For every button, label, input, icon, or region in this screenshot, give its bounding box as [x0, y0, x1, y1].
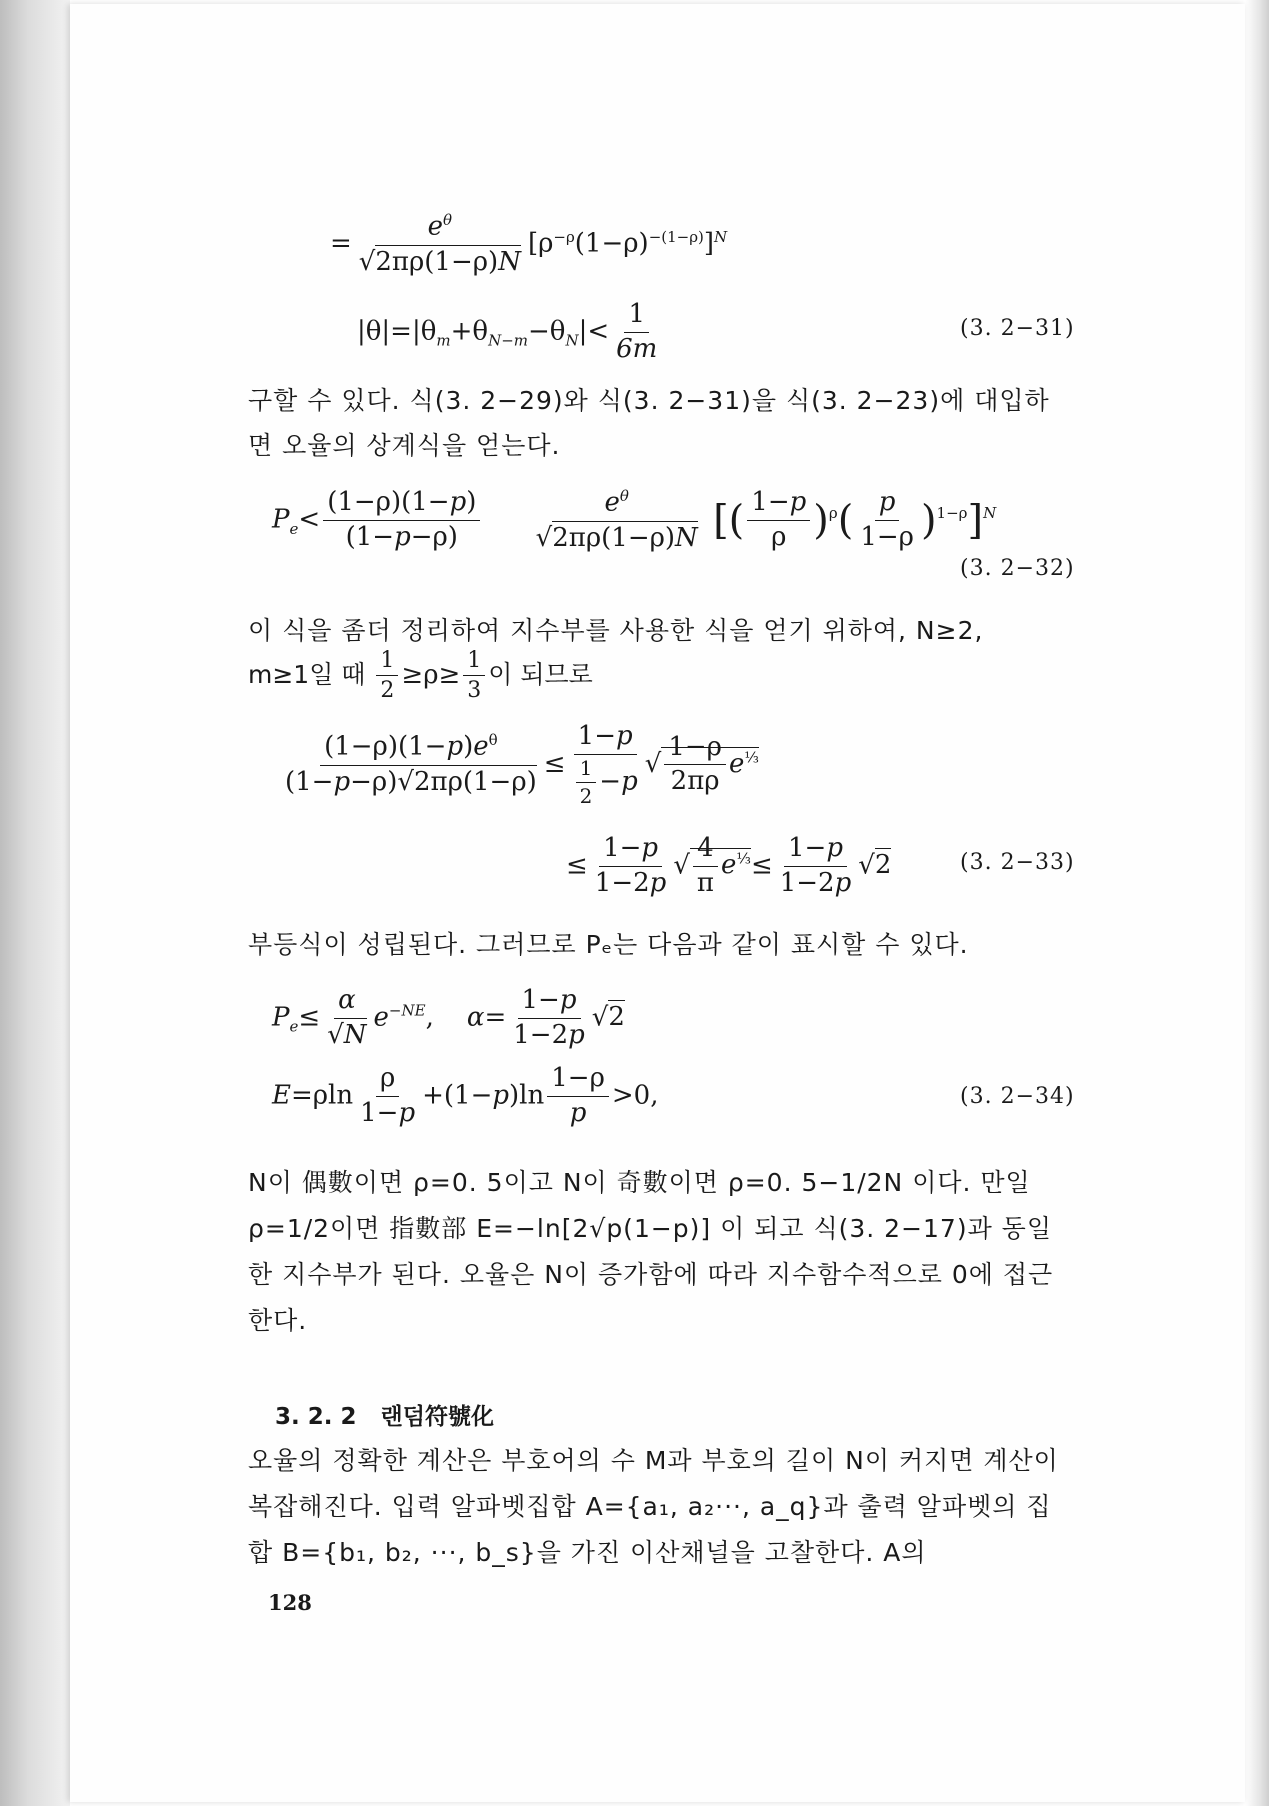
- equation-3-2-33-line1: $\frac{(1-\rho)(1-p)e^\theta}{(1-p-\rho)√2\pi\rho(1-\rho)}$ ≤ 1−p $\frac{1}{2}$ −p √ $\frac{1-\rho}{2\pi\rho}$ $e^{\frac{1}{3}}$: [285, 721, 759, 808]
- equation-3-2-32: $P_e<$ $\frac{(1-\rho)(1-p)}{(1-p-\rho)}$ $\frac{e^\theta}{√2\pi\rho(1-\rho)N}$ [( $\frac{1-p}{\rho}$ )$^\rho$( $\frac{p}{1-\rho}$ )$^{1-\rho}$]$^N$: [272, 487, 997, 553]
- page-edge-right: [1245, 0, 1269, 1806]
- paragraph-3: 부등식이 성립된다. 그러므로 Pₑ는 다음과 같이 표시할 수 있다.: [248, 930, 969, 959]
- equation-3-2-31-line1: = $\frac{e^\theta}{√2\pi\rho(1-\rho)N}$ $[\rho^{-\rho}(1-\rho)^{-(1-\rho)}]^N$: [330, 211, 728, 277]
- equation-label-3-2-32: (3. 2−32): [960, 556, 1075, 581]
- section-title: 랜덤符號化: [380, 1404, 494, 1430]
- paragraph-2-line-1: 이 식을 좀더 정리하여 지수부를 사용한 식을 얻기 위하여, N≥2,: [248, 616, 984, 645]
- paragraph-1: 구할 수 있다. 식(3. 2−29)와 식(3. 2−31)을 식(3. 2−23)에 대입하면 오율의 상계식을 얻는다.: [248, 386, 1050, 460]
- paragraph-2-line-2: m≥1일 때 $\frac{1}{2}$ ≥ρ≥ $\frac{1}{3}$ 이 되므로: [248, 648, 593, 704]
- equation-3-2-31-line2: $|\theta|=|\theta_m+\theta_{N-m}-\theta_N|<$ $\frac{1}{6m}$: [357, 299, 658, 364]
- equation-label-3-2-34: (3. 2−34): [960, 1084, 1075, 1109]
- paragraph-4: N이 偶數이면 ρ=0. 5이고 N이 奇數이면 ρ=0. 5−1/2N 이다. 만일 ρ=1/2이면 指數部 E=−ln[2√p(1−p)] 이 되고 식(3. 2−17)과 동일한 지수부가 된다. 오율은 N이 증가함에 따라 지수함수적으로 0에 접근한다.: [248, 1168, 1054, 1335]
- equation-label-3-2-33: (3. 2−33): [960, 850, 1075, 875]
- equation-3-2-34-line1: $P_e\le$ $\frac{\alpha}{√N}$ $e^{-NE}$, α= $\frac{1-p}{1-2p}$ √2: [272, 985, 625, 1050]
- page-edge-left: [0, 0, 70, 1806]
- equation-label-3-2-31: (3. 2−31): [960, 316, 1075, 341]
- paragraph-5: 오율의 정확한 계산은 부호어의 수 M과 부호의 길이 N이 커지면 계산이 복잡해진다. 입력 알파벳집합 A={a₁, a₂···, a_q}과 출력 알파벳의 집합 B={b₁, b₂, ···, b_s}을 가진 이산채널을 고찰한다. A의: [248, 1446, 1059, 1567]
- section-heading: [275, 1398, 494, 1431]
- equation-3-2-34-line2: E=ρln $\frac{\rho}{1-p}$ +(1−p)ln $\frac{1-\rho}{p}$ >0,: [272, 1063, 659, 1128]
- equation-3-2-33-line2: ≤ $\frac{1-p}{1-2p}$ √ $\frac{4}{\pi}$ $e^{\frac{1}{3}}\le$ $\frac{1-p}{1-2p}$ √2: [566, 833, 892, 898]
- section-number: 3. 2. 2: [275, 1404, 357, 1430]
- page-number: 128: [268, 1590, 312, 1615]
